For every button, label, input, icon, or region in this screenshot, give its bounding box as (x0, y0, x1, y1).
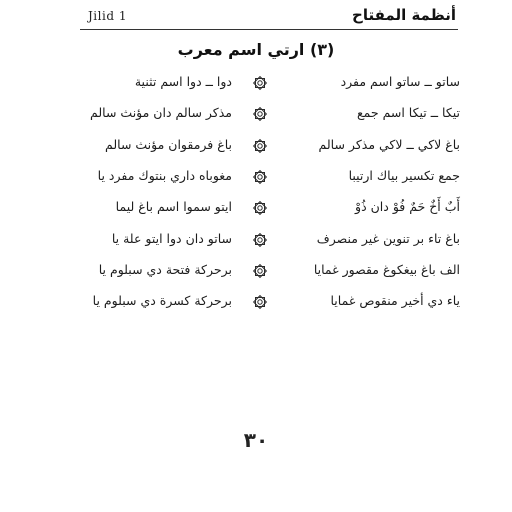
section-title: (٣) ارتي اسم معرب (177, 40, 335, 59)
verse-first-hemistich: جمع تكسير بياك ارتيبا (348, 167, 460, 183)
verse-first-hemistich: باغ تاء بر تنوين غير منصرف (316, 230, 460, 246)
eight-point-star-ornament-icon (252, 75, 268, 91)
verse-second-hemistich: ايتو سموا اسم باغ ليما (115, 199, 232, 215)
eight-point-star-ornament-icon (252, 106, 268, 122)
verse-second-hemistich: دوا ــ دوا اسم تثنية (134, 74, 232, 89)
verse-first-hemistich: الف باغ بيغكوغ مقصور غمايا (313, 261, 460, 277)
verse-first-hemistich: باغ لاكي ــ لاكي مذكر سالم (318, 136, 460, 152)
verse-row (60, 71, 460, 95)
verse-second-hemistich: باغ فرمقوان مؤنث سالم (105, 136, 232, 152)
verse-row (60, 134, 460, 158)
verse-row (60, 165, 460, 189)
header-divider (80, 29, 458, 30)
eight-point-star-ornament-icon (252, 169, 268, 185)
verse-first-hemistich: ياء دي أخير منقوص غمايا (330, 293, 460, 309)
volume-label: Jilid 1 (88, 9, 127, 23)
verse-second-hemistich: ساتو دان دوا ايتو علة يا (111, 230, 232, 246)
eight-point-star-ornament-icon (252, 294, 268, 310)
verse-second-hemistich: مغوباه داري بنتوك مفرد يا (97, 167, 232, 183)
verse-first-hemistich: تيكا ــ تيكا اسم جمع (356, 105, 460, 121)
verse-second-hemistich: برحركة فتحة دي سبلوم يا (98, 261, 232, 277)
eight-point-star-ornament-icon (252, 138, 268, 154)
verse-first-hemistich: ساتو ــ ساتو اسم مفرد (340, 74, 460, 89)
verse-row (60, 290, 460, 314)
eight-point-star-ornament-icon (252, 263, 268, 279)
verse-second-hemistich: مذكر سالم دان مؤنث سالم (90, 105, 232, 121)
eight-point-star-ornament-icon (252, 200, 268, 216)
verse-row (60, 102, 460, 126)
verse-second-hemistich: برحركة كسرة دي سبلوم يا (92, 293, 232, 309)
book-title: أنظمة المفتاح (352, 6, 456, 24)
page-number: ٣٠ (243, 428, 269, 452)
verse-row (60, 228, 460, 252)
verse-row (60, 196, 460, 220)
verse-first-hemistich: أَبٌ أَخٌ حَمٌ فُوْ دان ذُوْ (355, 199, 460, 215)
verse-row (60, 259, 460, 283)
eight-point-star-ornament-icon (252, 232, 268, 248)
